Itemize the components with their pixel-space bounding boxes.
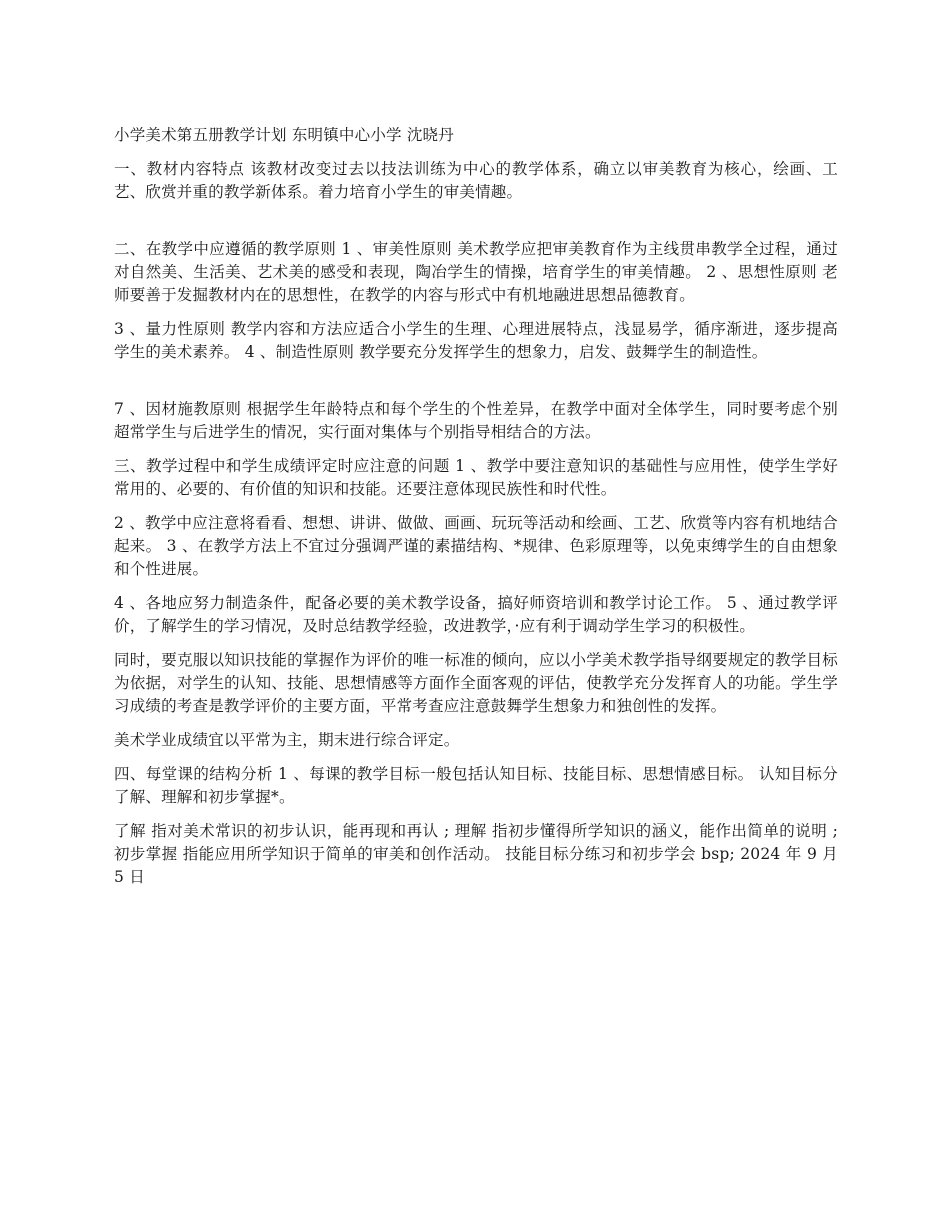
- paragraph-lesson-structure: 四、每堂课的结构分析 1 、每课的教学目标一般包括认知目标、技能目标、思想情感目标。 认知目标分了解、理解和初步掌握*。: [114, 765, 838, 806]
- document-page: [114, 124, 838, 889]
- paragraph-grading: 美术学业成绩宜以平常为主，期末进行综合评定。: [114, 731, 460, 749]
- paragraph-activities: 2 、教学中应注意将看看、想想、讲讲、做做、画画、玩玩等活动和绘画、工艺、欣赏等内容有机地结合起来。 3 、在教学方法上不宜过分强调严谨的素描结构、*规律、色彩原理等，以免束缚学生的自由想象和个性进展。: [114, 514, 838, 578]
- paragraph-individualized-principle: 7 、因材施教原则 根据学生年龄特点和每个学生的个性差异，在教学中面对全体学生，同时要考虑个别超常学生与后进学生的情况，实行面对集体与个别指导相结合的方法。: [114, 400, 838, 441]
- paragraph-capacity-principle: 3 、量力性原则 教学内容和方法应适合小学生的生理、心理进展特点，浅显易学，循序渐进，逐步提高学生的美术素养。 4 、制造性原则 教学要充分发挥学生的想象力，启发、鼓舞学生的制造性。: [114, 320, 838, 361]
- paragraph-objectives-date: 了解 指对美术常识的初步认识，能再现和再认 ; 理解 指初步懂得所学知识的涵义，能作出简单的说明 ; 初步掌握 指能应用所学知识于简单的审美和创作活动。 技能目标分练习和初步学会 bsp; 2024 年 9 月 5 日: [114, 822, 838, 886]
- document-title: 小学美术第五册教学计划 东明镇中心小学 沈晓丹: [114, 126, 454, 144]
- paragraph-textbook-features: 一、教材内容特点 该教材改变过去以技法训练为中心的教学体系，确立以审美教育为核心，绘画、工艺、欣赏并重的教学新体系。着力培育小学生的审美情趣。: [114, 160, 838, 201]
- paragraph-process-issues: 三、教学过程中和学生成绩评定时应注意的问题 1 、教学中要注意知识的基础性与应用性，使学生学好常用的、必要的、有价值的知识和技能。还要注意体现民族性和时代性。: [114, 457, 838, 498]
- paragraph-equipment: 4 、各地应努力制造条件，配备必要的美术教学设备，搞好师资培训和教学讨论工作。 5 、通过教学评价，了解学生的学习情况，及时总结教学经验，改进教学，·应有利于调动学生学习的积极性。: [114, 594, 838, 635]
- paragraph-teaching-principles: 二、在教学中应遵循的教学原则 1 、审美性原则 美术教学应把审美教育作为主线贯串教学全过程，通过对自然美、生活美、艺术美的感受和表现，陶冶学生的情操，培育学生的审美情趣。 2 、思想性原则 老师要善于发掘教材内在的思想性，在教学的内容与形式中有机地融进思想品德教育。: [114, 240, 838, 304]
- paragraph-evaluation: 同时，要克服以知识技能的掌握作为评价的唯一标准的倾向，应以小学美术教学指导纲要规定的教学目标为依据，对学生的认知、技能、思想情感等方面作全面客观的评估，使教学充分发挥育人的功能。学生学习成绩的考查是教学评价的主要方面，平常考查应注意鼓舞学生想象力和独创性的发挥。: [114, 651, 838, 715]
